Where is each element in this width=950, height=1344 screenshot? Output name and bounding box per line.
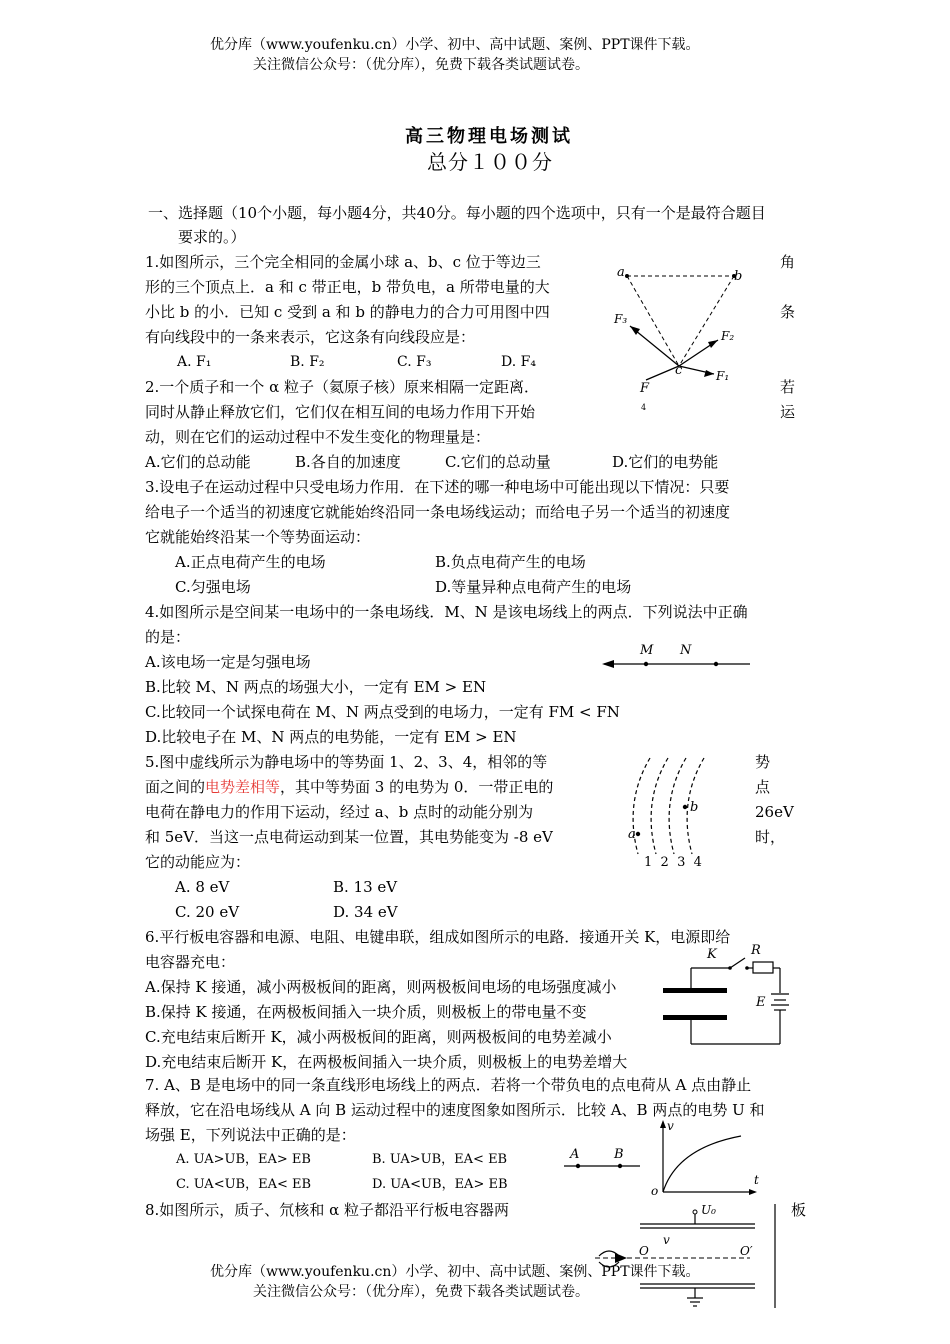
q2-option-d: D.它们的电势能 bbox=[612, 453, 719, 471]
q6-option-d: D.充电结束后断开 K，在两极板间插入一块介质，则极板上的电势差增大 bbox=[145, 1053, 628, 1071]
q1-option-b: B. F₂ bbox=[290, 354, 325, 370]
q5-surface-labels: 1 2 3 4 bbox=[644, 855, 702, 870]
q8-label-u0: U₀ bbox=[701, 1203, 716, 1217]
q4-option-c: C.比较同一个试探电荷在 M、N 两点受到的电场力，一定有 FM < FN bbox=[145, 703, 620, 721]
header-line-1: 优分库（www.youfenku.cn）小学、初中、高中试题、案例、PPT课件下载。 bbox=[210, 37, 700, 53]
q5-line-3: 电荷在静电力的作用下运动，经过 a、b 点时的动能分别为 bbox=[145, 803, 534, 821]
q7-option-a: A. UA>UB，EA> EB bbox=[176, 1152, 311, 1167]
q1-label-f1: F₁ bbox=[716, 369, 730, 383]
q1-side-2: 条 bbox=[780, 303, 796, 321]
q1-label-c: c bbox=[675, 363, 683, 378]
page-title: 高三物理电场测试 bbox=[405, 126, 573, 147]
q2-option-c: C.它们的总动量 bbox=[445, 453, 551, 471]
q3-line-1: 3.设电子在运动过程中只受电场力作用．在下述的哪一种电场中可能出现以下情况：只要 bbox=[145, 478, 730, 496]
q3-option-a: A.正点电荷产生的电场 bbox=[175, 553, 326, 571]
q6-label-r: R bbox=[751, 943, 761, 958]
q4-label-m: M bbox=[640, 643, 654, 658]
q7-line-1: 7. A、B 是电场中的同一条直线形电场线上的两点．若将一个带负电的点电荷从 A 点由静止 bbox=[145, 1076, 752, 1094]
q5-option-b: B. 13 eV bbox=[333, 878, 398, 896]
q8-label-o2: O′ bbox=[740, 1244, 753, 1258]
q1-line-4: 有向线段中的一条来表示，它这条有向线段应是： bbox=[145, 328, 476, 346]
q2-side-1: 若 bbox=[780, 378, 796, 396]
q8-label-v: v bbox=[663, 1233, 670, 1247]
q5-line-5: 它的动能应为： bbox=[145, 853, 251, 871]
q7-label-v: v bbox=[667, 1119, 674, 1133]
q8-capacitor-figure bbox=[585, 1198, 785, 1313]
q5-line-1: 5.图中虚线所示为静电场中的等势面 1、2、3、4，相邻的等 bbox=[145, 753, 548, 771]
q5-label-b: b bbox=[690, 800, 699, 815]
q1-option-d: D. F₄ bbox=[501, 354, 536, 370]
q1-side-1: 角 bbox=[780, 253, 796, 271]
q2-option-a: A.它们的总动能 bbox=[145, 453, 251, 471]
q1-label-b: b bbox=[734, 269, 743, 284]
q7-velocity-graph bbox=[645, 1118, 770, 1200]
page-subtitle: 总分１００分 bbox=[427, 150, 553, 174]
q1-label-a: a bbox=[617, 265, 625, 280]
q7-line-ab-figure bbox=[560, 1140, 645, 1174]
q5-equipotential-figure bbox=[620, 752, 730, 872]
q6-line-1: 6.平行板电容器和电源、电阻、电键串联，组成如图所示的电路．接通开关 K，电源即给 bbox=[145, 928, 731, 946]
q7-label-b: B bbox=[614, 1147, 624, 1162]
section-heading-cont: 要求的。） bbox=[178, 228, 246, 246]
q5-option-c: C. 20 eV bbox=[175, 903, 240, 921]
q2-line-2: 同时从静止释放它们，它们仅在相互间的电场力作用下开始 bbox=[145, 403, 536, 421]
q4-option-b: B.比较 M、N 两点的场强大小，一定有 EM > EN bbox=[145, 678, 487, 696]
q5-highlight: 电势差相等 bbox=[205, 778, 281, 796]
footer-line-1: 优分库（www.youfenku.cn）小学、初中、高中试题、案例、PPT课件下载。 bbox=[210, 1264, 700, 1280]
q3-line-2: 给电子一个适当的初速度它就能始终沿同一条电场线运动；而给电子另一个适当的初速度 bbox=[145, 503, 731, 521]
q1-line-3: 小比 b 的小．已知 c 受到 a 和 b 的静电力的合力可用图中四 bbox=[145, 303, 550, 321]
q6-label-k: K bbox=[707, 947, 717, 962]
q5-line-2 bbox=[145, 780, 553, 795]
q2-option-b: B.各自的加速度 bbox=[295, 453, 401, 471]
q5-line-2b: ，其中等势面 3 的电势为 0．一带正电的 bbox=[280, 778, 554, 796]
q7-line-2: 释放，它在沿电场线从 A 向 B 运动过程中的速度图象如图所示．比较 A、B 两点的电势 U 和 bbox=[145, 1101, 765, 1119]
q2-side-2: 运 bbox=[780, 403, 796, 421]
q6-label-e: E bbox=[756, 995, 766, 1010]
q1-label-f4: F bbox=[640, 381, 650, 396]
q6-line-2: 电容器充电： bbox=[145, 953, 236, 971]
q6-option-b: B.保持 K 接通，在两极板间插入一块介质，则极板上的带电量不变 bbox=[145, 1003, 587, 1021]
q5-line-4: 和 5eV．当这一点电荷运动到某一位置，其电势能变为 -8 eV bbox=[145, 828, 553, 846]
q1-label-f4-sub: 4 bbox=[641, 403, 647, 412]
q2-line-1: 2.一个质子和一个 α 粒子（氦原子核）原来相隔一定距离． bbox=[145, 378, 539, 396]
q6-circuit-figure bbox=[655, 938, 795, 1050]
q5-side-1: 势 bbox=[755, 753, 771, 771]
q1-line-1: 1.如图所示，三个完全相同的金属小球 a、b、c 位于等边三 bbox=[145, 253, 541, 271]
q4-line-1: 4.如图所示是空间某一电场中的一条电场线．M、N 是该电场线上的两点．下列说法中正确 bbox=[145, 603, 748, 621]
header-line-2: 关注微信公众号：（优分库），免费下载各类试题试卷。 bbox=[253, 57, 589, 73]
q3-option-d: D.等量异种点电荷产生的电场 bbox=[435, 578, 632, 596]
q7-option-b: B. UA>UB，EA< EB bbox=[372, 1152, 508, 1167]
q6-option-a: A.保持 K 接通，减小两极板间的距离，则两极板间电场的电场强度减小 bbox=[145, 978, 617, 996]
q7-label-t: t bbox=[754, 1173, 759, 1187]
q5-label-a: a bbox=[628, 827, 636, 842]
q5-option-a: A. 8 eV bbox=[175, 878, 230, 896]
footer-line-2: 关注微信公众号：（优分库），免费下载各类试题试卷。 bbox=[253, 1284, 589, 1300]
q5-side-3: 26eV bbox=[755, 803, 794, 821]
q2-line-3: 动，则在它们的运动过程中不发生变化的物理量是： bbox=[145, 428, 491, 446]
q3-option-c: C.匀强电场 bbox=[175, 578, 251, 596]
q1-option-c: C. F₃ bbox=[397, 354, 432, 370]
q7-option-d: D. UA<UB，EA> EB bbox=[372, 1177, 508, 1192]
q4-label-n: N bbox=[680, 643, 692, 658]
q3-line-3: 它就能始终沿某一个等势面运动： bbox=[145, 528, 371, 546]
q5-side-2: 点 bbox=[755, 778, 771, 796]
q5-side-4: 时， bbox=[755, 828, 786, 846]
q4-field-line-figure bbox=[600, 640, 760, 676]
q1-label-f2: F₂ bbox=[721, 329, 735, 343]
q4-option-a: A.该电场一定是匀强电场 bbox=[145, 653, 311, 671]
q6-option-c: C.充电结束后断开 K，减小两极板间的距离，则两极板间的电势差减小 bbox=[145, 1028, 612, 1046]
q8-line-1: 8.如图所示，质子、氘核和 α 粒子都沿平行板电容器两 bbox=[145, 1201, 509, 1219]
q8-label-o: O bbox=[639, 1244, 649, 1258]
q1-option-a: A. F₁ bbox=[177, 354, 212, 370]
q3-option-b: B.负点电荷产生的电场 bbox=[435, 553, 586, 571]
q5-option-d: D. 34 eV bbox=[333, 903, 398, 921]
q4-line-2: 的是： bbox=[145, 628, 191, 646]
q1-line-2: 形的三个顶点上．a 和 c 带正电，b 带负电，a 所带电量的大 bbox=[145, 278, 550, 296]
q1-triangle-figure bbox=[600, 258, 760, 418]
q8-side-1: 板 bbox=[791, 1201, 807, 1219]
q7-line-3: 场强 E，下列说法中正确的是： bbox=[145, 1126, 356, 1144]
q5-line-2a: 面之间的 bbox=[145, 778, 206, 796]
section-heading: 一、选择题（10个小题，每小题4分，共40分。每小题的四个选项中，只有一个是最符合题目 bbox=[148, 204, 766, 222]
q1-label-f3: F₃ bbox=[614, 312, 628, 326]
q4-option-d: D.比较电子在 M、N 两点的电势能，一定有 EM > EN bbox=[145, 728, 517, 746]
q7-label-a: A bbox=[570, 1147, 580, 1162]
q7-option-c: C. UA<UB，EA< EB bbox=[176, 1177, 312, 1192]
q7-label-o: o bbox=[651, 1184, 659, 1198]
